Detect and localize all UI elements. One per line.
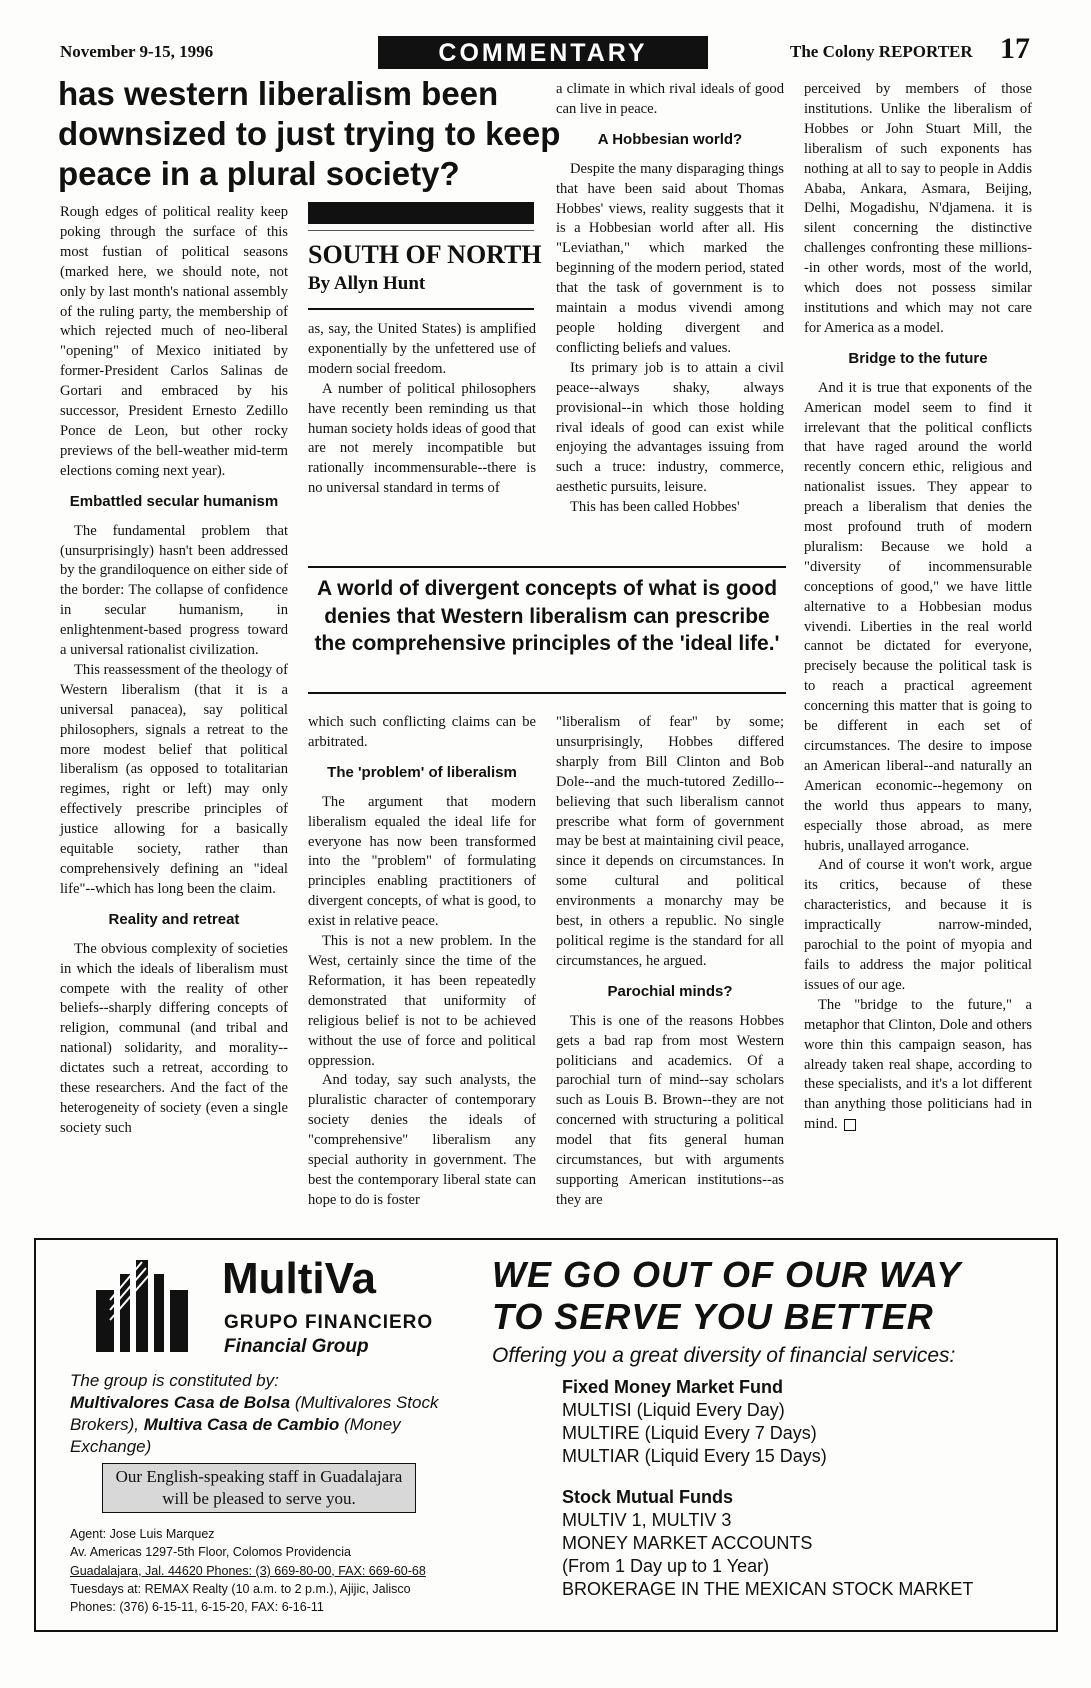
- article-column-2-bottom: [308, 713, 536, 1211]
- issue-date: November 9-15, 1996: [60, 42, 214, 61]
- article-column-3-bottom: [556, 713, 784, 1211]
- paragraph: This has been called Hobbes': [570, 499, 740, 516]
- service-item: (From 1 Day up to 1 Year): [562, 1556, 770, 1576]
- ad-company-2: Multiva Casa de Cambio: [143, 1415, 340, 1434]
- multiva-advertisement: [34, 1238, 1058, 1632]
- paragraph: This is not a new problem. In the West, certainly since the time of the Reformation, it has been repeatedly demonstrated that uniformity of religious belief is not to be achieved without the use of force and political oppression.: [308, 933, 536, 1069]
- column-logo-bar: [308, 202, 534, 224]
- paragraph: Its primary job is to attain a civil peace--always shaky, always provisional--in which those holding rival ideals of good can exist while enjoying the advantages issuing from such a truce: industry, commerce, aesthetic pursuits, leisure.: [556, 359, 784, 496]
- ad-slogan-line-1: WE GO OUT OF OUR WAY: [492, 1254, 962, 1295]
- subhead-reality: Reality and retreat: [108, 910, 240, 928]
- ad-intro-line: The group is constituted by:: [70, 1371, 279, 1390]
- subhead-embattled: Embattled secular humanism: [69, 492, 279, 510]
- divider: [308, 692, 786, 694]
- paragraph: And it is true that exponents of the American model seem to find it irrelevant that the political conflicts that have raged around the world recently concern ethic, religious and nationalist issues. They appear to preach a liberalism that denies the most profound truth of modern pluralism: Because we hold a "diversity of incommensurable conceptions of good," we have little alternative to a Hobbesian modus vivendi. Liberties in the real world cannot be dictated for everyone, precisely because the political task is to reach a practical agreement concerning this matter that is going to be different in each set of circumstances. The desire to impose an American liberal--and naturally an American economic--hegemony on the world thus appears to many, especially those abroad, as mere hubris, unallayed arrogance.: [804, 379, 1032, 854]
- paragraph: as, say, the United States) is amplified exponentially by the unfettered use of modern social freedom.: [308, 321, 536, 377]
- service-item: MULTIV 1, MULTIV 3: [562, 1510, 732, 1530]
- paragraph: This is one of the reasons Hobbes gets a bad rap from most Western politicians and academics. Of a parochial turn of mind--say scholars such as Louis B. Brown--they are not concerned with structuring a political model that fits general human circumstances, but with arguments supporting American institutions--as they are: [556, 1012, 784, 1208]
- ad-company-2-desc: (Money Exchange): [70, 1415, 401, 1456]
- subhead-bridge: Bridge to the future: [848, 349, 988, 367]
- subhead-hobbesian: A Hobbesian world?: [597, 130, 743, 148]
- ad-financial-group: Financial Group: [224, 1336, 369, 1357]
- subhead-problem: The 'problem' of liberalism: [327, 763, 517, 781]
- divider: [308, 230, 534, 231]
- article-column-3-top: [556, 80, 784, 518]
- divider: [308, 308, 534, 310]
- byline: By Allyn Hunt: [308, 273, 426, 294]
- page-number: 17: [1000, 32, 1030, 65]
- service-item: MULTIAR (Liquid Every 15 Days): [562, 1446, 827, 1466]
- service-item: MONEY MARKET ACCOUNTS: [562, 1533, 813, 1553]
- contact-line: Av. Americas 1297-5th Floor, Colomos Providencia: [70, 1545, 351, 1560]
- article-column-1-top: [60, 203, 288, 1139]
- ad-contact-info: [70, 1525, 500, 1616]
- multiva-logo-icon: [96, 1260, 188, 1352]
- paragraph: [804, 996, 1032, 1135]
- subhead-parochial: Parochial minds?: [607, 982, 733, 1000]
- contact-line: Guadalajara, Jal. 44620 Phones: (3) 669-80-00, FAX: 669-60-68: [70, 1563, 426, 1578]
- ad-grupo-financiero: GRUPO FINANCIERO: [224, 1312, 434, 1333]
- ad-slogan-line-2: TO SERVE YOU BETTER: [492, 1296, 934, 1337]
- newspaper-name: The Colony REPORTER: [790, 42, 973, 61]
- paragraph: perceived by members of those institutions. Unlike the liberalism of Hobbes or John Stuart Mill, the liberalism of such exponents has nothing at all to say to people in Addis Ababa, Ankara, Asmara, Beijing, Delhi, Mogadishu, N'djamena. it is silent concerning the distinctive challenges confronting these millions--in other words, most of the world, which does not possess similar institutions and which may not care for America as a model.: [804, 81, 1032, 336]
- ad-brand-name: MultiVa: [222, 1254, 377, 1303]
- paragraph: This reassessment of the theology of Western liberalism (that it is a universal panacea), say political philosophers, signals a retreat to the more modest belief that political liberalism (as opposed to totalitarian regimes, right or left) may only effectively prescribe principles of justice allowing for a basically equitable society, rather than comprehensively defining an "ideal life"--which has long been the claim.: [60, 661, 288, 897]
- service-item: MULTIRE (Liquid Every 7 Days): [562, 1423, 817, 1443]
- section-banner: COMMENTARY: [378, 36, 708, 69]
- paragraph: The obvious complexity of societies in which the ideals of liberalism must compete with the reality of other beliefs--sharply differing concepts of religion, communal (and tribal and national) solidarity, and morality--dictates such a retreat, according to these researchers. And the fact of the heterogeneity of society (even a single society such: [60, 940, 288, 1136]
- ad-services-list: [562, 1376, 1052, 1601]
- paragraph: which such conflicting claims can be arbitrated.: [308, 714, 536, 750]
- ad-company-1-desc: (Multivalores Stock Brokers),: [70, 1393, 439, 1434]
- paragraph: A number of political philosophers have recently been reminding us that human society holds ideas of good that are not merely incompatible but rationally incommensurable--there is no universal standard in terms of: [308, 380, 536, 497]
- article-column-2-top: [308, 320, 536, 499]
- paragraph: a climate in which rival ideals of good can live in peace.: [556, 81, 784, 117]
- contact-line: Phones: (376) 6-15-11, 6-15-20, FAX: 6-16-11: [70, 1600, 324, 1615]
- article-column-4: [804, 80, 1032, 1135]
- article-headline: has western liberalism been downsized to just trying to keep peace in a plural society?: [58, 75, 561, 192]
- divider: [308, 566, 786, 568]
- paragraph: Rough edges of political reality keep poking through the surface of this most fustian of political seasons (marked here, we should note, not only by last month's national assembly of the ruling party, the membership of which rejected much of neo-liberal "opening" of Mexico initiated by former-President Carlos Salinas de Gortari and embraced by his successor, President Ernesto Zedillo Ponce de Leon, but other rocky previews of the bell-weather mid-term elections coming next year).: [60, 204, 288, 479]
- services-heading-fixed: Fixed Money Market Fund: [562, 1377, 784, 1397]
- paragraph: The fundamental problem that (unsurprisingly) hasn't been addressed by the grandiloquence on either side of the border: The collapse of confidence in secular humanism, in enlightenment-based progress toward a universal rationalist civilization.: [60, 522, 288, 659]
- paragraph: And today, say such analysts, the pluralistic character of contemporary society denies the ideals of "comprehensive" liberalism any special authority in government. The best the contemporary liberal state can hope to do is foster: [308, 1072, 536, 1208]
- pull-quote: A world of divergent concepts of what is good denies that Western liberalism can prescribe the comprehensive principles of the 'ideal life.': [314, 577, 780, 655]
- ad-company-1: Multivalores Casa de Bolsa: [70, 1393, 291, 1412]
- services-heading-stock: Stock Mutual Funds: [562, 1487, 733, 1507]
- paragraph: "liberalism of fear" by some; unsurprisingly, Hobbes differed sharply from Bill Clinton and Bob Dole--and the much-tutored Zedillo--believing that such liberalism cannot prescribe what form of government may be best at maintaining civil peace, since it depends on circumstances. In some cultural and political environments a monarchy may be best, in others a republic. No single political regime is the standard for all circumstances, he argued.: [556, 714, 784, 969]
- service-item: BROKERAGE IN THE MEXICAN STOCK MARKET: [562, 1579, 974, 1599]
- ad-offering: Offering you a great diversity of financial services:: [492, 1344, 956, 1367]
- service-item: MULTISI (Liquid Every Day): [562, 1400, 785, 1420]
- paragraph-text: The "bridge to the future," a metaphor that Clinton, Dole and others wore thin this campaign season, has already taken real shape, according to these specialists, and it's a lot different than anything those politicians had in mind.: [804, 996, 1032, 1133]
- paragraph: Despite the many disparaging things that have been said about Thomas Hobbes' views, reality suggests that it is a Hobbesian world after all. His "Leviathan," which marked the beginning of the modern period, stated that the task of government is to maintain a modus vivendi among people holding divergent and conflicting beliefs and values.: [556, 160, 784, 356]
- end-of-story-icon: [844, 1119, 856, 1131]
- paragraph: The argument that modern liberalism equaled the ideal life for everyone has now been transformed into the "problem" of formulating principles enabling practitioners of divergent concepts, of what is good, to exist in relative peace.: [308, 793, 536, 930]
- column-name: SOUTH OF NORTH: [308, 240, 542, 269]
- paragraph: And of course it won't work, argue its critics, because of these characteristics, and because it is impractically narrow-minded, parochial to the point of myopia and fails to address the major political issues of our age.: [804, 857, 1032, 993]
- ad-staff-box: Our English-speaking staff in Guadalajara will be pleased to serve you.: [102, 1463, 416, 1513]
- ad-intro: [70, 1370, 440, 1458]
- contact-line: Tuesdays at: REMAX Realty (10 a.m. to 2 p.m.), Ajijic, Jalisco: [70, 1581, 411, 1596]
- contact-line: Agent: Jose Luis Marquez: [70, 1527, 215, 1541]
